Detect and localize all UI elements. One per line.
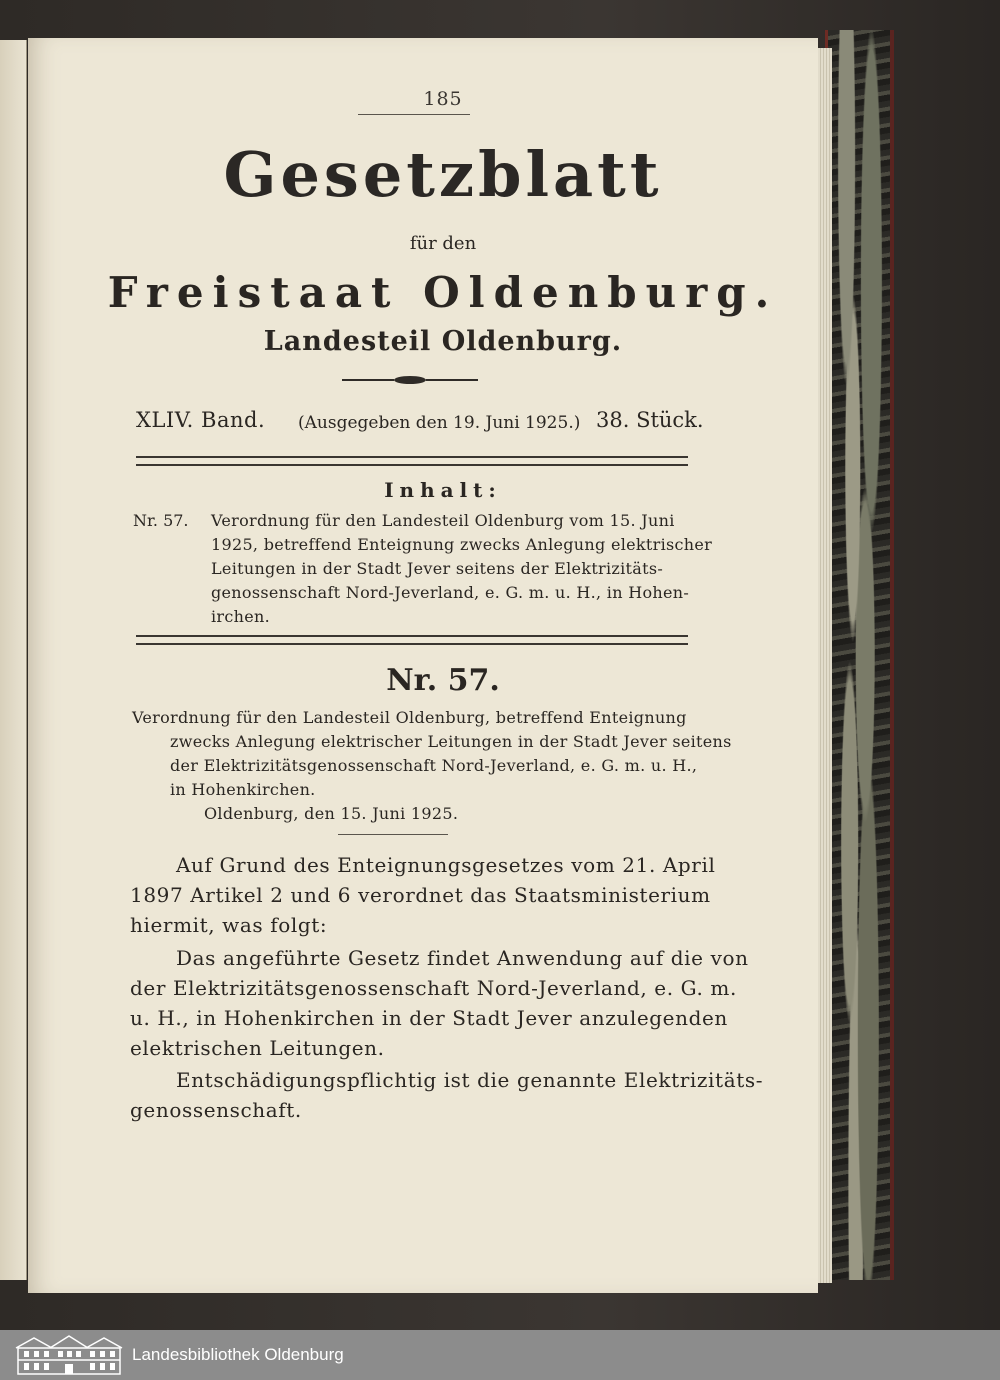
decree-number-heading: Nr. 57. xyxy=(386,663,500,698)
body-line: hiermit, was folgt: xyxy=(130,913,328,937)
journal-title: Gesetzblatt xyxy=(223,138,663,211)
region-name: Landesteil Oldenburg. xyxy=(263,326,623,357)
state-name: Freistaat Oldenburg. xyxy=(107,268,779,317)
volume-label: XLIV. Band. xyxy=(136,408,266,432)
facing-page-edge xyxy=(0,40,27,1280)
decree-place-date: Oldenburg, den 15. Juni 1925. xyxy=(204,804,459,823)
decree-title-line: in Hohenkirchen. xyxy=(170,780,316,799)
decree-rule xyxy=(338,834,448,835)
decree-title-line: zwecks Anlegung elektrischer Leitungen in der Stadt Jever seitens xyxy=(170,732,732,751)
contents-line: genossenschaft Nord-Jeverland, e. G. m. u. H., in Hohen- xyxy=(211,583,690,602)
document-page xyxy=(28,38,818,1293)
decree-title-line: Verordnung für den Landesteil Oldenburg, betreffend Enteignung xyxy=(132,708,687,727)
issue-number: 38. Stück. xyxy=(596,408,704,432)
body-line: der Elektrizitätsgenossenschaft Nord-Jeverland, e. G. m. xyxy=(130,976,737,1000)
body-line: 1897 Artikel 2 und 6 verordnet das Staatsministerium xyxy=(130,883,711,907)
page-number-rule xyxy=(358,114,470,115)
contents-heading: Inhalt: xyxy=(384,478,502,502)
contents-line: Leitungen in der Stadt Jever seitens der Elektrizitäts- xyxy=(211,559,664,578)
contents-line: Verordnung für den Landesteil Oldenburg vom 15. Juni xyxy=(211,511,675,530)
page-number: 185 xyxy=(423,88,463,110)
body-line: Das angeführte Gesetz findet Anwendung auf die von xyxy=(176,946,749,970)
marbled-book-edge xyxy=(825,30,894,1280)
contents-line: irchen. xyxy=(211,607,270,626)
body-line: u. H., in Hohenkirchen in der Stadt Jever anzulegenden xyxy=(130,1006,728,1030)
subtitle-for-the: für den xyxy=(409,233,477,254)
double-rule-bottom xyxy=(136,635,688,645)
issue-date: (Ausgegeben den 19. Juni 1925.) xyxy=(298,413,581,433)
contents-number: Nr. 57. xyxy=(133,511,189,530)
body-line: Entschädigungspflichtig ist die genannte Elektrizitäts- xyxy=(176,1068,764,1092)
body-line: Auf Grund des Enteignungsgesetzes vom 21. April xyxy=(176,853,716,877)
library-building-icon xyxy=(14,1334,124,1376)
body-line: genossenschaft. xyxy=(130,1098,302,1122)
decree-title-line: der Elektrizitätsgenossenschaft Nord-Jeverland, e. G. m. u. H., xyxy=(170,756,698,775)
library-footer xyxy=(0,1330,1000,1380)
double-rule-top xyxy=(136,456,688,466)
contents-line: 1925, betreffend Enteignung zwecks Anlegung elektrischer xyxy=(211,535,713,554)
ornament-divider xyxy=(342,374,478,386)
library-name: Landesbibliothek Oldenburg xyxy=(132,1345,344,1364)
body-line: elektrischen Leitungen. xyxy=(130,1036,385,1060)
